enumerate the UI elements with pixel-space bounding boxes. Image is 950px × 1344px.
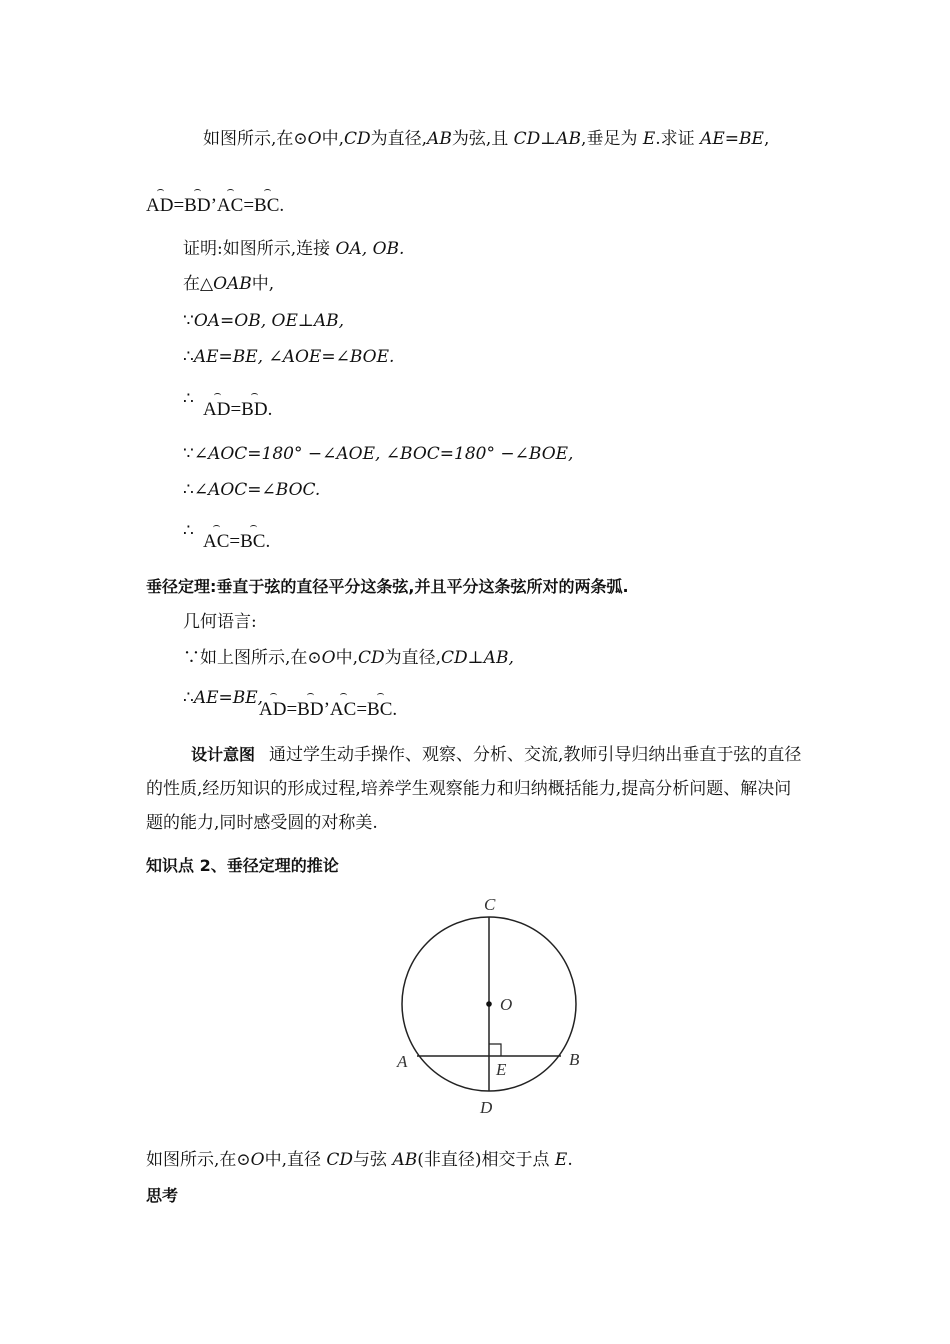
therefore-symbol: ∴ [183, 688, 194, 708]
proof-step-6-arcs [203, 531, 270, 553]
given-cd: CD [358, 648, 385, 668]
proof-in-tri: 在△ [183, 274, 214, 294]
intro-text-6: .求证 [655, 129, 701, 149]
given-o: O [321, 648, 336, 668]
label-b: B [569, 1050, 580, 1069]
period: . [279, 195, 285, 216]
arc-ad: AD [259, 699, 287, 720]
design-intent-text: 通过学生动手操作、观察、分析、交流,教师引导归纳出垂直于弦的直径的性质,经历知识的形成过程,培养学生观察能力和归纳概括能力,提高分析问题、解决问题的能力,同时感受圆的对称美. [146, 745, 802, 833]
theorem-conclusion-arcs [259, 699, 397, 721]
because-symbol: ∵ [183, 648, 200, 668]
center-point [486, 1001, 492, 1007]
given-pre: 如上图所示,在⊙ [200, 648, 322, 668]
label-e: E [496, 1060, 507, 1079]
arc-bc: BC [254, 195, 280, 216]
proof-oa-ob: OA, OB. [335, 239, 405, 259]
therefore-symbol: ∴ [183, 347, 194, 367]
design-intent-label: 设计意图 [191, 745, 256, 764]
proof-step-4 [183, 443, 573, 465]
s2-cd: CD [326, 1150, 354, 1170]
s2-end: . [567, 1150, 573, 1170]
separator: ’ [323, 699, 330, 720]
proof-heading [183, 238, 404, 260]
circle-figure [380, 888, 610, 1123]
s2-ab: AB [392, 1150, 418, 1170]
period: . [265, 531, 271, 552]
proof-step-1-text: OA=OB, OE⊥AB, [193, 311, 345, 331]
conclusion-ae-be: AE=BE, [193, 688, 264, 708]
eq-sign: = [286, 699, 298, 720]
label-o: O [500, 995, 513, 1014]
eq-sign: = [356, 699, 368, 720]
arc-equations-1 [146, 195, 284, 217]
intro-ab: AB [427, 129, 452, 149]
given-mid: 中, [335, 648, 358, 668]
intro-ae-be: AE=BE [700, 129, 764, 149]
intro-cd-perp-ab: CD⊥AB [513, 129, 582, 149]
s2-post: (非直径)相交于点 [417, 1150, 555, 1170]
arc-ad: AD [146, 195, 174, 216]
arc-ad: AD [203, 399, 231, 420]
proof-step-6 [183, 520, 194, 542]
s2-pre: 如图所示,在⊙ [146, 1150, 251, 1170]
s2-o: O [250, 1150, 265, 1170]
eq-sign: = [173, 195, 185, 216]
period: . [267, 399, 273, 420]
design-intent [146, 738, 808, 840]
s2-mid2: 与弦 [353, 1150, 393, 1170]
eq-sign: = [230, 399, 242, 420]
period: . [392, 699, 398, 720]
right-angle-mark [489, 1044, 501, 1056]
geo-language-label: 几何语言: [183, 612, 257, 632]
arc-ac: AC [329, 699, 357, 720]
s2-mid: 中,直径 [264, 1150, 327, 1170]
arc-bd: BD [297, 699, 324, 720]
proof-zhong: 中, [251, 274, 275, 294]
theorem-given [183, 647, 514, 669]
therefore-symbol: ∴ [183, 521, 194, 541]
theorem-conclusion [183, 687, 263, 709]
arc-ac: AC [203, 531, 230, 552]
proof-step-3-arcs [203, 399, 272, 421]
because-symbol: ∵ [183, 444, 194, 464]
label-c: C [484, 895, 496, 914]
intro-text-3: 为直径, [370, 129, 428, 149]
proof-oab: OAB [213, 274, 252, 294]
therefore-symbol: ∴ [183, 389, 194, 409]
intro-comma: , [763, 129, 770, 149]
arc-bc: BC [240, 531, 266, 552]
think-heading: 思考 [146, 1186, 179, 1205]
arc-bc: BC [367, 699, 393, 720]
because-symbol: ∵ [183, 311, 194, 331]
eq-sign: = [229, 531, 241, 552]
proof-step-4-text: ∠AOC=180° −∠AOE, ∠BOC=180° −∠BOE, [193, 444, 574, 464]
proof-step-1 [183, 310, 344, 332]
given-post: 为直径, [384, 648, 442, 668]
proof-step-2-text: AE=BE, ∠AOE=∠BOE. [193, 347, 395, 367]
section2-title: 知识点 2、垂径定理的推论 [146, 856, 339, 875]
intro-text-4: 为弦,且 [451, 129, 514, 149]
proof-triangle [183, 273, 274, 295]
proof-heading-text: 证明:如图所示,连接 [183, 239, 336, 259]
arc-bd: BD [241, 399, 268, 420]
given-perp: CD⊥AB, [441, 648, 514, 668]
separator: ’ [210, 195, 217, 216]
therefore-symbol: ∴ [183, 480, 194, 500]
intro-text-2: 中, [321, 129, 344, 149]
theorem-statement: 垂径定理:垂直于弦的直径平分这条弦,并且平分这条弦所对的两条弧. [146, 577, 629, 596]
intro-text-5: ,垂足为 [581, 129, 643, 149]
s2-e: E [554, 1150, 568, 1170]
intro-text-1: 如图所示,在⊙ [203, 129, 308, 149]
label-d: D [480, 1098, 493, 1117]
section2-text [146, 1149, 573, 1171]
proof-step-3 [183, 388, 194, 410]
intro-cd: CD [344, 129, 371, 149]
label-a: A [397, 1052, 408, 1071]
arc-ac: AC [216, 195, 244, 216]
intro-o: O [307, 129, 322, 149]
eq-sign: = [243, 195, 255, 216]
proof-step-5 [183, 479, 320, 501]
arc-bd: BD [184, 195, 211, 216]
intro-e: E [642, 129, 656, 149]
proof-step-5-text: ∠AOC=∠BOC. [193, 480, 321, 500]
intro-line [203, 128, 769, 150]
proof-step-2 [183, 346, 394, 368]
